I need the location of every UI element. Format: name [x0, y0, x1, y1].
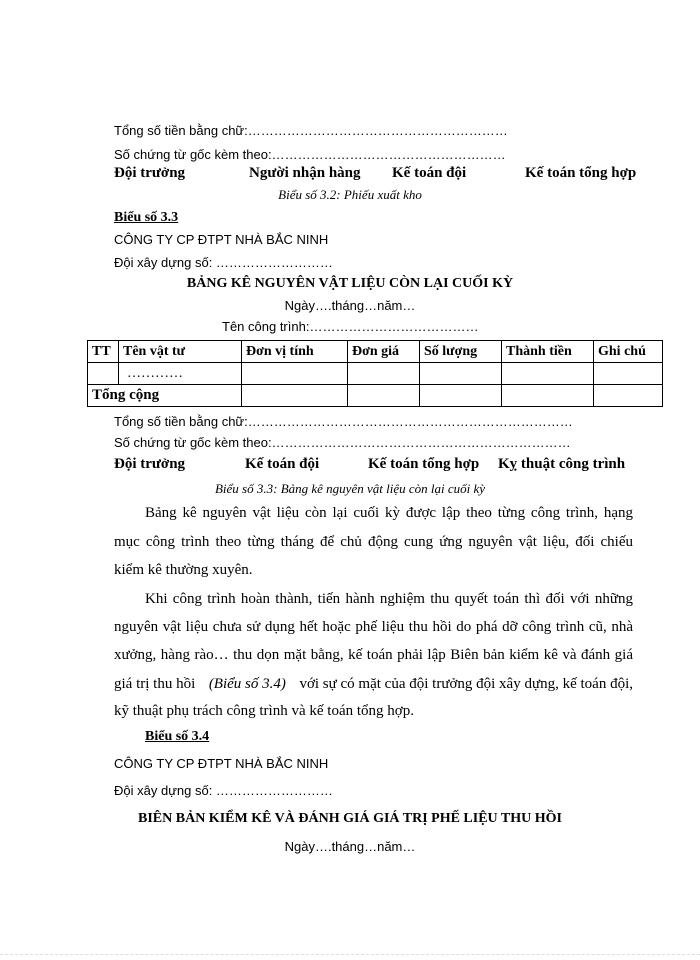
signer-receiver: Người nhận hàng [249, 165, 361, 181]
table-cell [594, 363, 663, 385]
table-total-row [88, 385, 663, 407]
total-label: Tổng cộng [88, 385, 242, 407]
col-header-unit-price: Đơn giá [348, 341, 420, 363]
form-3-3-title: BẢNG KÊ NGUYÊN VẬT LIỆU CÒN LẠI CUỐI KỲ [186, 276, 514, 291]
col-header-index: TT [88, 341, 119, 363]
company-name-2: CÔNG TY CP ĐTPT NHÀ BẮC NINH [114, 756, 329, 771]
paragraph-2-line-2: nguyên vật liệu chưa sử dụng hết hoặc phế liệu thu hồi do phá dỡ công trình cũ, nhà [114, 619, 633, 635]
paragraph-2-line-5: kỹ thuật phụ trách công trình và kế toán tổng hợp. [114, 703, 414, 719]
total-amount-words-line-2: Tổng số tiền bằng chữ:………………………………………………………………… [114, 414, 573, 429]
paragraph-2-line-3: xưởng, hàng rào… thu dọn mặt bằng, kế toán phải lập Biên bản kiểm kê và đánh giá [114, 647, 633, 663]
paragraph-2-line-4-start: giá trị thu hồi [114, 676, 199, 692]
signer-team-accountant: Kế toán đội [392, 165, 467, 181]
total-amount-words-line: Tổng số tiền bằng chữ:…………………………………………………… [114, 123, 508, 138]
signer-team-accountant-2: Kế toán đội [245, 456, 320, 472]
table-cell-material-placeholder: ………… [119, 363, 242, 385]
paragraph-1-line-3: kiểm kê thường xuyên. [114, 562, 253, 578]
remaining-materials-table [87, 340, 663, 407]
caption-form-3-3: Biểu số 3.3: Bảng kê nguyên vật liệu còn lại cuối kỳ [214, 481, 486, 496]
col-header-quantity: Số lượng [420, 341, 502, 363]
form-3-3-heading: Biểu số 3.3 [114, 210, 179, 225]
attached-documents-line: Số chứng từ gốc kèm theo:……………………………………………… [114, 147, 506, 162]
caption-form-3-2: Biểu số 3.2: Phiếu xuất kho [278, 187, 422, 202]
paragraph-2-line-1: Khi công trình hoàn thành, tiến hành nghiệm thu quyết toán thì đối với những [145, 591, 633, 607]
signer-team-leader-2: Đội trưởng [114, 456, 186, 472]
table-cell [242, 385, 348, 407]
col-header-amount: Thành tiền [502, 341, 594, 363]
table-cell [420, 363, 502, 385]
attached-documents-line-2: Số chứng từ gốc kèm theo:…………………………………………………………… [114, 435, 571, 450]
team-number-line: Đội xây dựng số: ……………………… [114, 255, 333, 270]
signer-technical: Kỵ thuật công trình [498, 456, 626, 472]
signer-general-accountant-2: Kế toán tổng hợp [368, 456, 480, 472]
table-cell [348, 363, 420, 385]
table-cell [502, 385, 594, 407]
signer-general-accountant: Kế toán tổng hợp [525, 165, 637, 181]
col-header-unit: Đơn vị tính [242, 341, 348, 363]
table-cell [348, 385, 420, 407]
team-number-line-2: Đội xây dựng số: ……………………… [114, 783, 333, 798]
table-cell [502, 363, 594, 385]
table-cell [420, 385, 502, 407]
project-name-line: Tên công trình:………………………………… [222, 319, 479, 334]
page-edge-divider [0, 954, 700, 955]
paragraph-2-line-4-end: với sự có mặt của đội trưởng đội xây dựng, kế toán đội, [295, 676, 633, 692]
form-3-4-heading: Biểu số 3.4 [145, 729, 210, 744]
table-cell [594, 385, 663, 407]
table-row [88, 363, 663, 385]
company-name: CÔNG TY CP ĐTPT NHÀ BẮC NINH [114, 232, 329, 247]
form-3-4-reference: (Biểu số 3.4) [208, 676, 286, 692]
col-header-notes: Ghi chú [594, 341, 663, 363]
table-cell [242, 363, 348, 385]
paragraph-2-line-4 [114, 677, 633, 692]
form-3-3-date: Ngày….tháng…năm… [284, 298, 416, 313]
table-cell [88, 363, 119, 385]
paragraph-1-line-1: Bảng kê nguyên vật liệu còn lại cuối kỳ được lập theo từng công trình, hạng [145, 505, 633, 521]
form-3-4-date: Ngày….tháng…năm… [284, 839, 416, 854]
table-header-row [88, 341, 663, 363]
signer-team-leader: Đội trưởng [114, 165, 186, 181]
col-header-material-name: Tên vật tư [119, 341, 242, 363]
paragraph-1-line-2: mục công trình theo từng tháng để chủ động cung ứng nguyên vật liệu, đối chiếu [114, 534, 633, 550]
form-3-4-title: BIÊN BẢN KIỂM KÊ VÀ ĐÁNH GIÁ GIÁ TRỊ PHẾ LIỆU THU HỒI [138, 811, 562, 826]
